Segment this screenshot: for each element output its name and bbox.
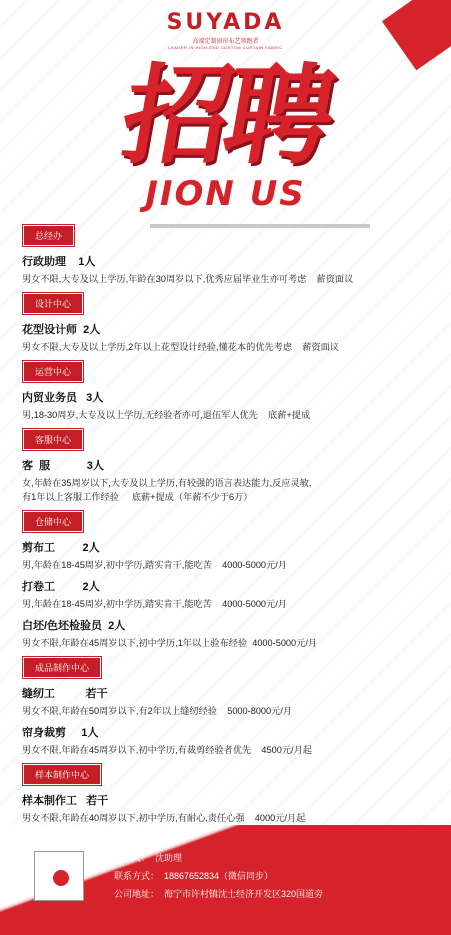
department-tag: 仓储中心: [24, 512, 82, 531]
job-title: 剪布工 2人: [22, 542, 100, 554]
job-posting: [22, 685, 442, 718]
hero-title: 招聘: [112, 54, 339, 179]
contact-person: 联系人： 沈助理: [114, 853, 183, 863]
job-description: 男,年龄在18-45周岁,初中学历,踏实肯干,能吃苦 4000-5000元/月: [22, 599, 287, 609]
job-section: [22, 510, 442, 650]
job-posting: [22, 253, 442, 286]
job-description: 男女不限,大专及以上学历,年龄在30周岁以下,优秀应届毕业生亦可考虑 薪资面议: [22, 274, 354, 284]
job-section: [22, 428, 442, 504]
job-title: 帘身裁剪 1人: [22, 727, 99, 739]
job-description: 男,年龄在18-45周岁,初中学历,踏实肯干,能吃苦 4000-5000元/月: [22, 560, 287, 570]
department-tag: 客服中心: [24, 430, 82, 449]
job-section: [22, 224, 442, 286]
job-posting: [22, 724, 442, 757]
contact-phone: 联系方式： 18867652834（微信同步）: [114, 871, 274, 881]
contact-info: [114, 851, 323, 905]
job-list: [22, 224, 442, 899]
job-description: 女,年龄在35周岁以下,大专及以上学历,有较强的语言表达能力,反应灵敏, 有1年以上客服工作经验 底薪+提成（年薪不少于6万）: [22, 478, 312, 502]
contact-footer: [0, 825, 451, 935]
brand-tagline: 高端定制窗帘布艺领跑者: [192, 39, 259, 45]
job-title: 缝纫工 若干: [22, 688, 108, 700]
job-description: 男,18-30周岁,大专及以上学历,无经验者亦可,退伍军人优先 底薪+提成: [22, 410, 311, 420]
job-posting: [22, 578, 442, 611]
job-title: 打卷工 2人: [22, 581, 100, 593]
department-tag: 设计中心: [24, 294, 82, 313]
brand-logo: SUYADA: [166, 10, 285, 35]
job-description: 男女不限,年龄在45周岁以下,初中学历,1年以上验布经验 4000-5000元/月: [22, 638, 318, 648]
job-description: 男女不限,大专及以上学历,2年以上花型设计经验,懂花本的优先考虑 薪资面议: [22, 342, 339, 352]
department-tag: 成品制作中心: [24, 658, 100, 677]
brand-header: [0, 10, 451, 50]
job-title: 客 服 3人: [22, 460, 104, 472]
job-posting: [22, 457, 442, 504]
job-section: [22, 292, 442, 354]
job-section: [22, 656, 442, 757]
job-description: 男女不限,年龄在45周岁以下,初中学历,有裁剪经验者优先 4500元/月起: [22, 745, 312, 755]
job-title: 样本制作工 若干: [22, 795, 109, 807]
contact-address: 公司地址： 海宁市许村镇沈士经济开发区320国道旁: [114, 889, 324, 899]
job-title: 白坯/色坯检验员 2人: [22, 620, 126, 632]
department-tag: 总经办: [24, 226, 73, 245]
job-posting: [22, 321, 442, 354]
hero-subtitle: JION US: [145, 174, 306, 214]
job-posting: [22, 792, 442, 825]
job-posting: [22, 389, 442, 422]
qr-logo-icon: [51, 868, 71, 888]
job-posting: [22, 539, 442, 572]
department-tag: 样本制作中心: [24, 765, 100, 784]
qr-code-icon: [34, 851, 84, 901]
job-description: 男女不限,年龄在40周岁以下,初中学历,有耐心,责任心强 4000元/月起: [22, 813, 306, 823]
job-section: [22, 360, 442, 422]
job-title: 行政助理 1人: [22, 256, 96, 268]
hero-banner: [0, 52, 451, 217]
job-title: 内贸业务员 3人: [22, 392, 104, 404]
brand-tagline-en: LEADER IN HIGH-END CUSTOM CURTAIN FABRIC: [168, 45, 283, 50]
department-tag: 运营中心: [24, 362, 82, 381]
job-section: [22, 763, 442, 825]
job-description: 男女不限,年龄在50周岁以下,有2年以上缝纫经验 5000-8000元/月: [22, 706, 293, 716]
job-posting: [22, 617, 442, 650]
job-title: 花型设计师 2人: [22, 324, 101, 336]
